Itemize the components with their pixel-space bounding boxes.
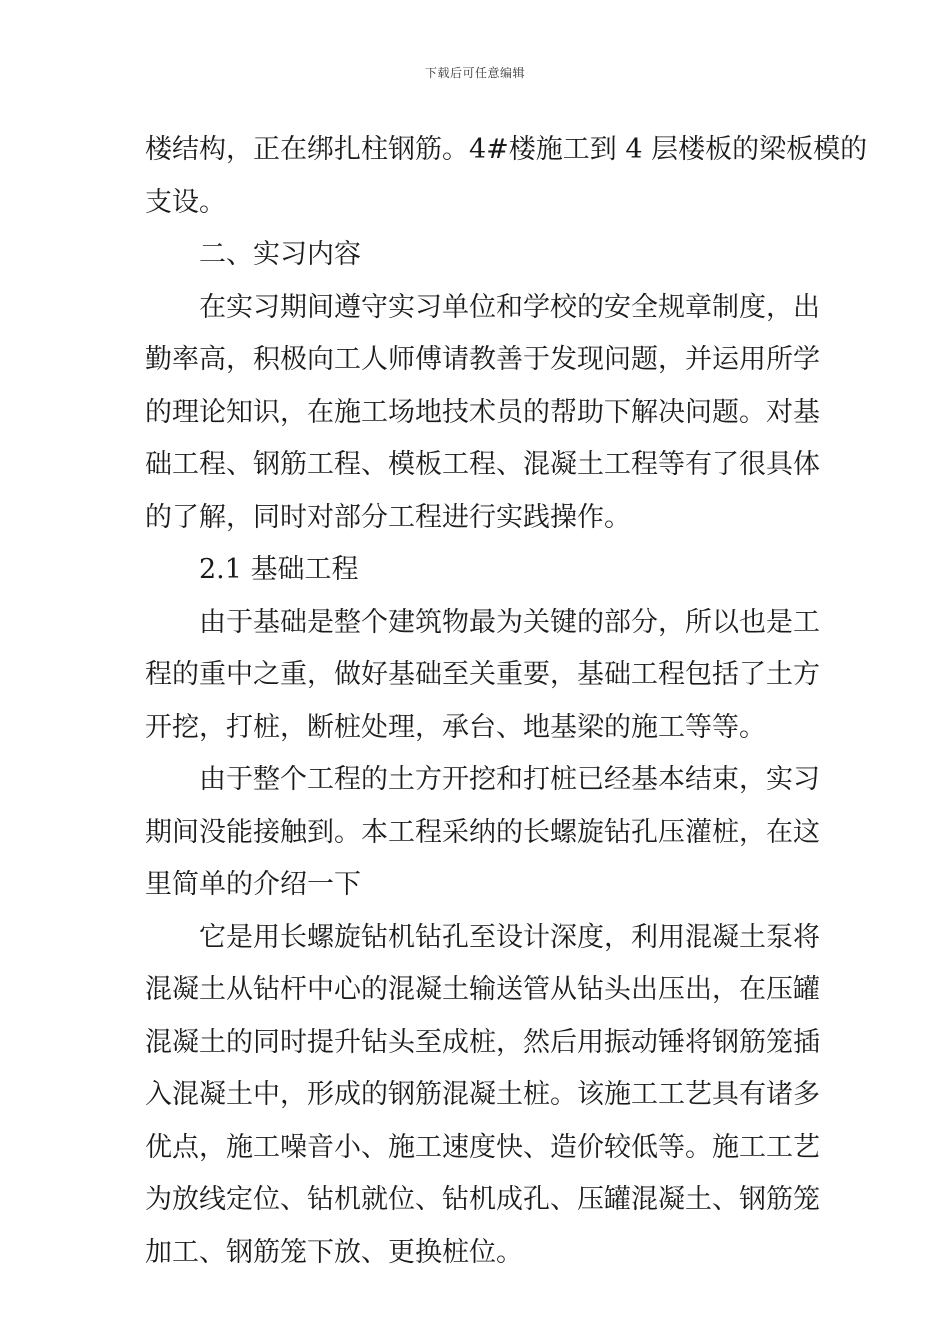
text-line: 的了解，同时对部分工程进行实践操作。 <box>145 501 631 533</box>
subsection-heading: 2.1 基础工程 <box>199 554 359 585</box>
text-line: 混凝土的同时提升钻头至成桩，然后用振动锤将钢筋笼插 <box>145 1026 820 1058</box>
header-note: 下载后可任意编辑 <box>424 66 525 80</box>
text-line: 支设。 <box>145 186 226 218</box>
text-line: 由于整个工程的土方开挖和打桩已经基本结束，实习 <box>199 764 820 795</box>
text-line: 开挖，打桩，断桩处理，承台、地基梁的施工等等。 <box>145 711 766 743</box>
text-line: 混凝土从钻杆中心的混凝土输送管从钻头出压出，在压罐 <box>145 974 820 1005</box>
text-line: 勤率高，积极向工人师傅请教善于发现问题，并运用所学 <box>145 344 820 375</box>
text-line: 它是用长螺旋钻机钻孔至设计深度，利用混凝土泵将 <box>199 921 820 953</box>
text-line: 里简单的介绍一下 <box>145 869 361 900</box>
text-line: 由于基础是整个建筑物最为关键的部分，所以也是工 <box>199 606 820 638</box>
text-line: 期间没能接触到。本工程采纳的长螺旋钻孔压灌桩，在这 <box>145 816 820 848</box>
text-line: 楼结构，正在绑扎柱钢筋。4#楼施工到 4 层楼板的梁板模的 <box>145 134 868 165</box>
text-line: 程的重中之重，做好基础至关重要，基础工程包括了土方 <box>145 659 820 690</box>
text-line: 加工、钢筋笼下放、更换桩位。 <box>145 1236 523 1268</box>
text-line: 优点，施工噪音小、施工速度快、造价较低等。施工工艺 <box>145 1131 820 1163</box>
text-line: 的理论知识，在施工场地技术员的帮助下解决问题。对基 <box>145 396 820 428</box>
text-line: 入混凝土中，形成的钢筋混凝土桩。该施工工艺具有诸多 <box>145 1079 820 1110</box>
section-heading: 二、实习内容 <box>199 239 361 270</box>
document-body <box>145 124 868 1279</box>
text-line: 为放线定位、钻机就位、钻机成孔、压罐混凝土、钢筋笼 <box>145 1184 820 1215</box>
text-line: 础工程、钢筋工程、模板工程、混凝土工程等有了很具体 <box>145 449 820 480</box>
text-line: 在实习期间遵守实习单位和学校的安全规章制度，出 <box>199 291 820 323</box>
